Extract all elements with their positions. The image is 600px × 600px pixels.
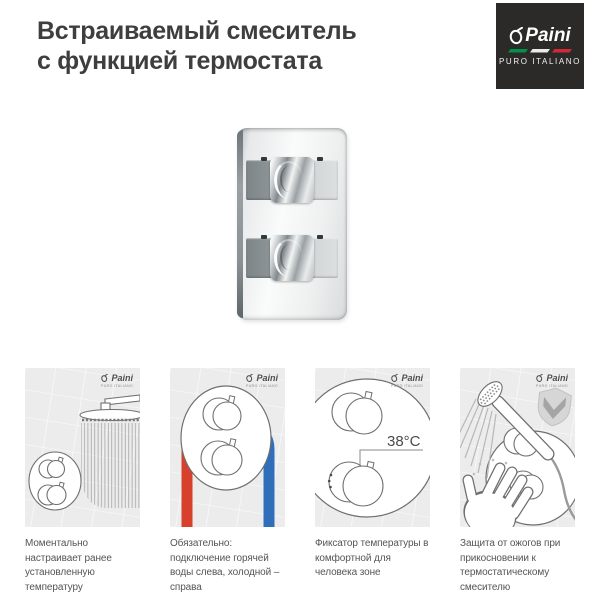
screw-slot bbox=[261, 157, 267, 161]
paini-o-icon bbox=[101, 374, 108, 382]
feature-hot-cold-connection bbox=[170, 368, 285, 595]
feature-anti-scald bbox=[460, 368, 575, 595]
feature-instant-temperature bbox=[25, 368, 140, 595]
illustration-hot-cold-pipes bbox=[170, 368, 285, 527]
feature-caption: Моментально настраивает ранее установленную температуру bbox=[25, 538, 112, 593]
page-title bbox=[37, 16, 356, 76]
panel-brand-logo: Paini PURO ITALIANO bbox=[391, 373, 423, 388]
panel-brand-logo: Paini PURO ITALIANO bbox=[246, 373, 278, 388]
hot-cold-drawing bbox=[170, 368, 285, 527]
illustration-temperature-lock bbox=[315, 368, 430, 527]
brand-logo bbox=[509, 26, 570, 45]
brand-name: Paini bbox=[525, 25, 571, 46]
italian-flag-stripe bbox=[508, 49, 572, 53]
paini-o-icon bbox=[246, 374, 253, 382]
feature-temperature-lock bbox=[315, 368, 430, 595]
brand-tagline: PURO ITALIANO bbox=[499, 57, 581, 66]
paini-o-icon bbox=[509, 27, 524, 45]
quality-shield-icon bbox=[536, 386, 572, 427]
screw-slot bbox=[317, 157, 323, 161]
panel-brand-logo: Paini PURO ITALIANO bbox=[536, 373, 568, 388]
mixer-bottom-handle bbox=[246, 238, 338, 278]
mixer-knob bbox=[270, 157, 314, 203]
mixer-knob bbox=[270, 235, 314, 281]
paini-o-icon bbox=[391, 374, 398, 382]
feature-caption: Фиксатор температуры в комфортной для человека зоне bbox=[315, 538, 429, 578]
panel-brand-logo: Paini PURO ITALIANO bbox=[101, 373, 133, 388]
rain-shower-drawing bbox=[25, 368, 140, 527]
feature-strip bbox=[25, 368, 575, 595]
product-image-thermostatic-mixer bbox=[237, 128, 347, 320]
mixer-top-handle bbox=[246, 160, 338, 200]
feature-caption: Защита от ожогов при прикосновении к термостатическому смесителю bbox=[460, 538, 561, 593]
screw-slot bbox=[317, 235, 323, 239]
temperature-lock-drawing bbox=[315, 368, 430, 527]
page-title-line2: с функцией термостата bbox=[37, 47, 322, 75]
illustration-anti-scald bbox=[460, 368, 575, 527]
screw-slot bbox=[261, 235, 267, 239]
illustration-rain-shower bbox=[25, 368, 140, 527]
brand-badge bbox=[496, 3, 584, 89]
feature-caption: Обязательно: подключение горячей воды слева, холодной – справа bbox=[170, 538, 280, 593]
anti-scald-drawing bbox=[460, 368, 575, 527]
temperature-label: 38°C bbox=[387, 433, 421, 450]
paini-o-icon bbox=[536, 374, 543, 382]
page-title-line1: Встраиваемый смеситель bbox=[37, 17, 357, 45]
